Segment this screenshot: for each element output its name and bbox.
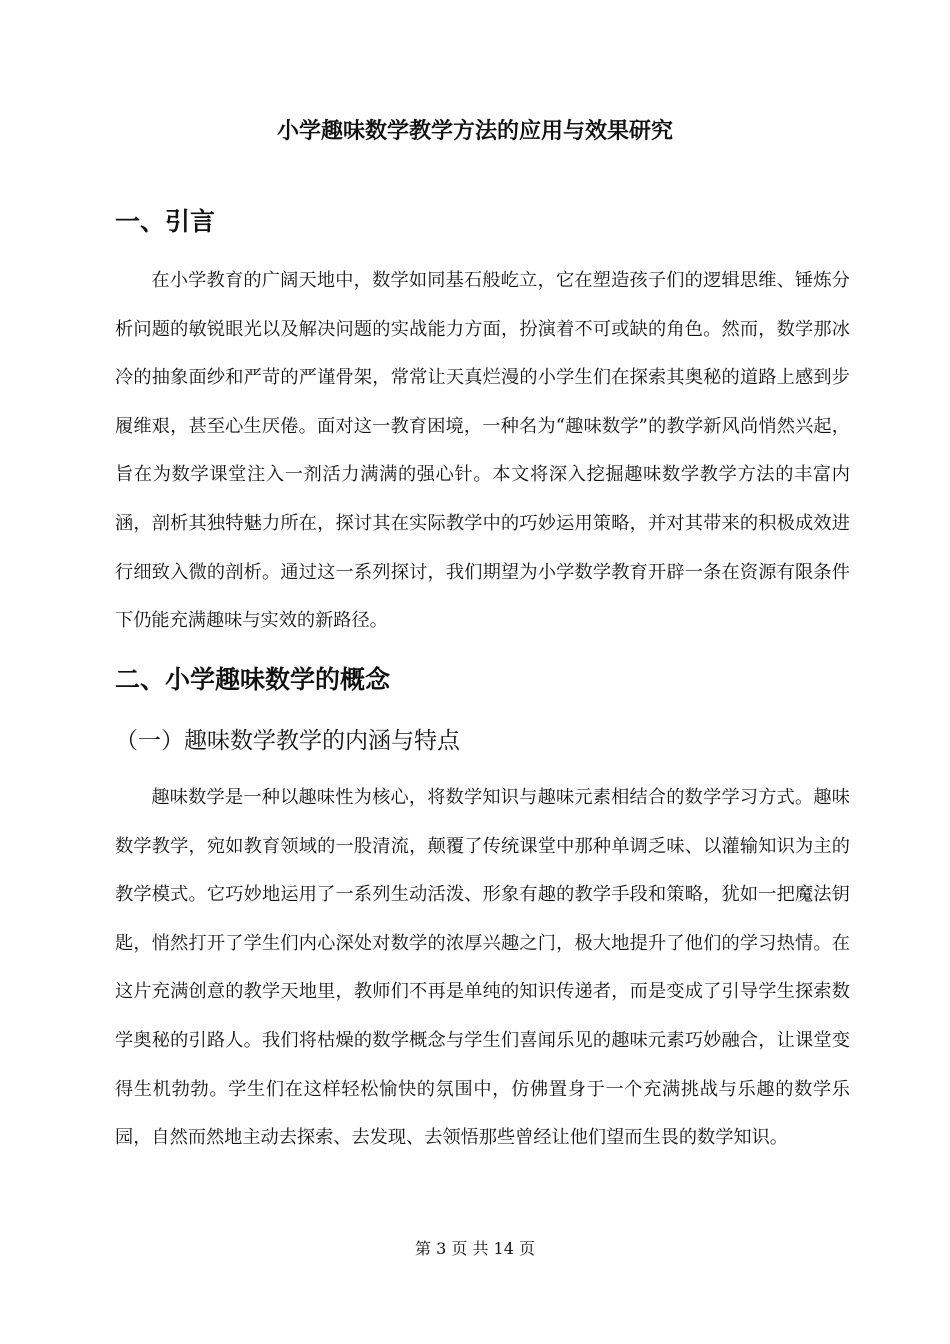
subsection-heading-connotation: （一）趣味数学教学的内涵与特点 bbox=[115, 728, 460, 754]
connotation-paragraph: 趣味数学是一种以趣味性为核心，将数学知识与趣味元素相结合的数学学习方式。趣味数学教学，宛如教育领域的一股清流，颠覆了传统课堂中那种单调乏味、以灌输知识为主的教学模式。它巧妙地运用了一系列生动活泼、形象有趣的教学手段和策略，犹如一把魔法钥匙，悄然打开了学生们内心深处对数学的浓厚兴趣之门，极大地提升了他们的学习热情。在这片充满创意的教学天地里，教师们不再是单纯的知识传递者，而是变成了引导学生探索数学奥秘的引路人。我们将枯燥的数学概念与学生们喜闻乐见的趣味元素巧妙融合，让课堂变得生机勃勃。学生们在这样轻松愉快的氛围中，仿佛置身于一个充满挑战与乐趣的数学乐园，自然而然地主动去探索、去发现、去领悟那些曾经让他们望而生畏的数学知识。 bbox=[115, 787, 850, 1149]
document-title: 小学趣味数学教学方法的应用与效果研究 bbox=[276, 119, 673, 144]
section-heading-introduction: 一、引言 bbox=[115, 207, 216, 236]
section-heading-concept: 二、小学趣味数学的概念 bbox=[115, 665, 391, 694]
introduction-paragraph: 在小学教育的广阔天地中，数学如同基石般屹立，它在塑造孩子们的逻辑思维、锤炼分析问题的敏锐眼光以及解决问题的实战能力方面，扮演着不可或缺的角色。然而，数学那冰冷的抽象面纱和严苛的严谨骨架，常常让天真烂漫的小学生们在探索其奥秘的道路上感到步履维艰，甚至心生厌倦。面对这一教育困境，一种名为“趣味数学”的教学新风尚悄然兴起，旨在为数学课堂注入一剂活力满满的强心针。本文将深入挖掘趣味数学教学方法的丰富内涵，剖析其独特魅力所在，探讨其在实际教学中的巧妙运用策略，并对其带来的积极成效进行细致入微的剖析。通过这一系列探讨，我们期望为小学数学教育开辟一条在资源有限条件下仍能充满趣味与实效的新路径。 bbox=[115, 270, 850, 632]
page-number-footer: 第 3 页 共 14 页 bbox=[415, 1239, 535, 1258]
